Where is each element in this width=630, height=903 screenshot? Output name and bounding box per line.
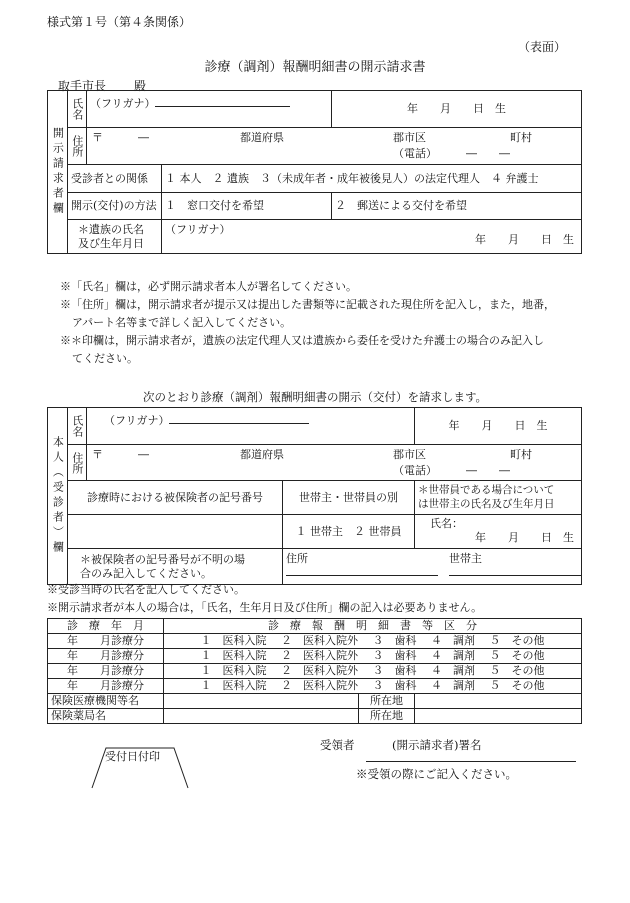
request-sentence: 次のとおり診療（調剤）報酬明細書の開示（交付）を請求します。 (142, 390, 488, 404)
treatment-month[interactable]: 年 月診療分 (48, 649, 164, 664)
side-label: （表面） (518, 40, 567, 54)
form-number: 様式第１号（第４条関係） (47, 15, 192, 29)
note-asterisk: ※＊印欄は，開示請求者が，遺族の法定代理人又は遺族から委任を受けた弁護士の場合のみ記入し (60, 334, 544, 347)
pharmacy-field[interactable] (164, 709, 359, 724)
bereaved-label: ＊遺族の氏名 及び生年月日 (68, 220, 162, 254)
patient-address-field[interactable]: 〒 ― 都道府県 郡市区 町村 （電話） ― ― (87, 445, 582, 481)
receipt-note: ※受領の際にご記入ください。 (356, 767, 517, 781)
note-address-cont: アパート名等まで詳しく記入してください。 (72, 316, 292, 329)
member-note: ＊世帯員である場合について は世帯主の氏名及び生年月日 (415, 481, 582, 515)
stamp-label: 受付日付印 (105, 750, 160, 763)
patient-address-label: 住所 (68, 445, 87, 481)
pharmacy-location-label: 所在地 (359, 709, 415, 724)
relation-label: 受診者との関係 (68, 165, 162, 193)
note-asterisk-cont: てください。 (72, 352, 138, 365)
signature-label: (開示請求者)署名 (392, 738, 482, 752)
requester-section-label: 開示請求者欄 (48, 91, 68, 254)
institution-label: 保険医療機関等名 (48, 694, 164, 709)
note-past-name: ※受診当時の氏名を記入してください。 (47, 583, 245, 596)
patient-birthdate[interactable]: 年 月 日 生 (415, 408, 582, 445)
insured-number-field[interactable] (68, 515, 283, 549)
patient-name-field[interactable]: （フリガナ） (87, 408, 415, 445)
bereaved-field[interactable]: （フリガナ） 年 月 日 生 (162, 220, 582, 254)
institution-location-field[interactable] (415, 694, 582, 709)
treatment-types[interactable]: １ 医科入院 ２ 医科入院外 ３ 歯科 ４ 調剤 ５ その他 (164, 649, 582, 664)
treatment-types[interactable]: １ 医科入院 ２ 医科入院外 ３ 歯科 ４ 調剤 ５ その他 (164, 664, 582, 679)
note-self-request: ※開示請求者が本人の場合は，「氏名，生年月日及び住所」欄の記入は必要ありません。 (47, 601, 483, 614)
treatment-month[interactable]: 年 月診療分 (48, 634, 164, 649)
requester-name-label: 氏名 (68, 91, 87, 128)
method-option-mail[interactable]: ２ 郵送による交付を希望 (332, 193, 582, 220)
pharmacy-location-field[interactable] (415, 709, 582, 724)
household-label: 世帯主・世帯員の別 (283, 481, 415, 515)
patient-table (47, 407, 582, 585)
addressee: 取手市長 殿 (58, 79, 147, 93)
patient-name-label: 氏名 (68, 408, 87, 445)
note-name: ※「氏名」欄は，必ず開示請求者本人が署名してください。 (60, 280, 357, 293)
method-option-window[interactable]: １ 窓口交付を希望 (162, 193, 332, 220)
institution-location-label: 所在地 (359, 694, 415, 709)
treatment-types[interactable]: １ 医科入院 ２ 医科入院外 ３ 歯科 ４ 調剤 ５ その他 (164, 679, 582, 694)
note-address: ※「住所」欄は，開示請求者が提示又は提出した書類等に記載された現住所を記入し，また，地番， (60, 298, 555, 311)
treatment-month[interactable]: 年 月診療分 (48, 664, 164, 679)
page-title: 診療（調剤）報酬明細書の開示請求書 (204, 60, 426, 75)
treatment-month-header: 診 療 年 月 (48, 619, 164, 634)
insured-number-label: 診療時における被保険者の記号番号 (68, 481, 283, 515)
recipient-label: 受領者 (320, 738, 355, 752)
requester-address-label: 住所 (68, 128, 87, 165)
requester-name-field[interactable]: （フリガナ） (87, 91, 332, 128)
treatment-table (47, 618, 582, 724)
requester-birthdate[interactable]: 年 月 日 生 (332, 91, 582, 128)
unknown-number-field[interactable]: 住所 世帯主 (283, 549, 582, 585)
treatment-month[interactable]: 年 月診療分 (48, 679, 164, 694)
pharmacy-label: 保険薬局名 (48, 709, 164, 724)
unknown-number-note: ＊被保険者の記号番号が不明の場 合のみ記入してください。 (68, 549, 283, 585)
signature-line[interactable] (366, 761, 576, 762)
patient-section-label: 本人（受診者）欄 (48, 408, 68, 585)
institution-field[interactable] (164, 694, 359, 709)
treatment-type-header: 診 療 報 酬 明 細 書 等 区 分 (164, 619, 582, 634)
requester-table (47, 90, 582, 254)
household-options[interactable]: １ 世帯主 ２ 世帯員 (283, 515, 415, 549)
householder-info[interactable]: 氏名： 年 月 日 生 (415, 515, 582, 549)
method-label: 開示(交付)の方法 (68, 193, 162, 220)
treatment-types[interactable]: １ 医科入院 ２ 医科入院外 ３ 歯科 ４ 調剤 ５ その他 (164, 634, 582, 649)
relation-options[interactable]: １ 本人 ２ 遺族 ３（未成年者・成年被後見人）の法定代理人 ４ 弁護士 (162, 165, 582, 193)
requester-address-field[interactable]: 〒 ― 都道府県 郡市区 町村 （電話） ― ― (87, 128, 582, 165)
